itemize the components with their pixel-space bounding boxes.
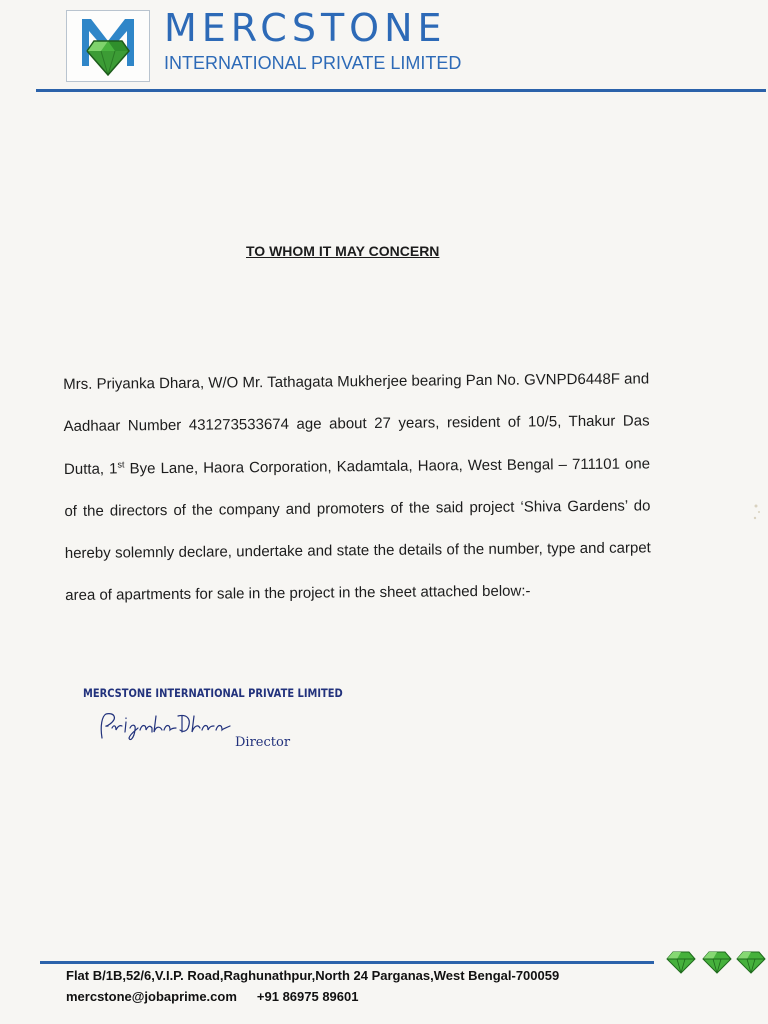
- ordinal-superscript: st: [117, 459, 125, 470]
- signature-image: [96, 708, 236, 753]
- diamond-icon: [702, 950, 732, 974]
- diamond-icon: [736, 950, 766, 974]
- declaration-paragraph: [63, 358, 651, 617]
- company-name: MERCSTONE: [164, 6, 447, 50]
- director-title: Director: [235, 735, 291, 750]
- footer-email: mercstone@jobaprime.com: [66, 989, 237, 1004]
- paragraph-part-1: Mrs. Priyanka Dhara, W/O Mr. Tathagata Mukherjee bearing Pan No. GVNPD6448F and Aadhaar Number 431273533674 age about 27 years, resident of 10/5, Thakur Das Dutta, 1: [63, 370, 650, 478]
- m-diamond-logo-icon: [66, 10, 150, 82]
- footer-contact: [66, 989, 358, 1004]
- paper-speck: [750, 500, 764, 530]
- footer-phone: +91 86975 89601: [256, 989, 359, 1004]
- header-divider: [36, 89, 766, 92]
- footer-address: Flat B/1B,52/6,V.I.P. Road,Raghunathpur,North 24 Parganas,West Bengal-700059: [66, 968, 560, 983]
- paragraph-part-2: Bye Lane, Haora Corporation, Kadamtala, Haora, West Bengal – 711101 one of the directors of the company and promoters of the said project ‘Shiva Gardens’ do hereby solemnly declare, undertake and state the details of the number, type and carpet area of apartments for sale in the project in the sheet attached below:-: [64, 454, 651, 605]
- letter-heading: TO WHOM IT MAY CONCERN: [246, 243, 440, 259]
- footer-divider: [40, 961, 654, 964]
- company-seal: MERCSTONE INTERNATIONAL PRIVATE LIMITED: [83, 686, 343, 700]
- diamond-icon: [666, 950, 696, 974]
- company-subtitle: INTERNATIONAL PRIVATE LIMITED: [164, 53, 462, 73]
